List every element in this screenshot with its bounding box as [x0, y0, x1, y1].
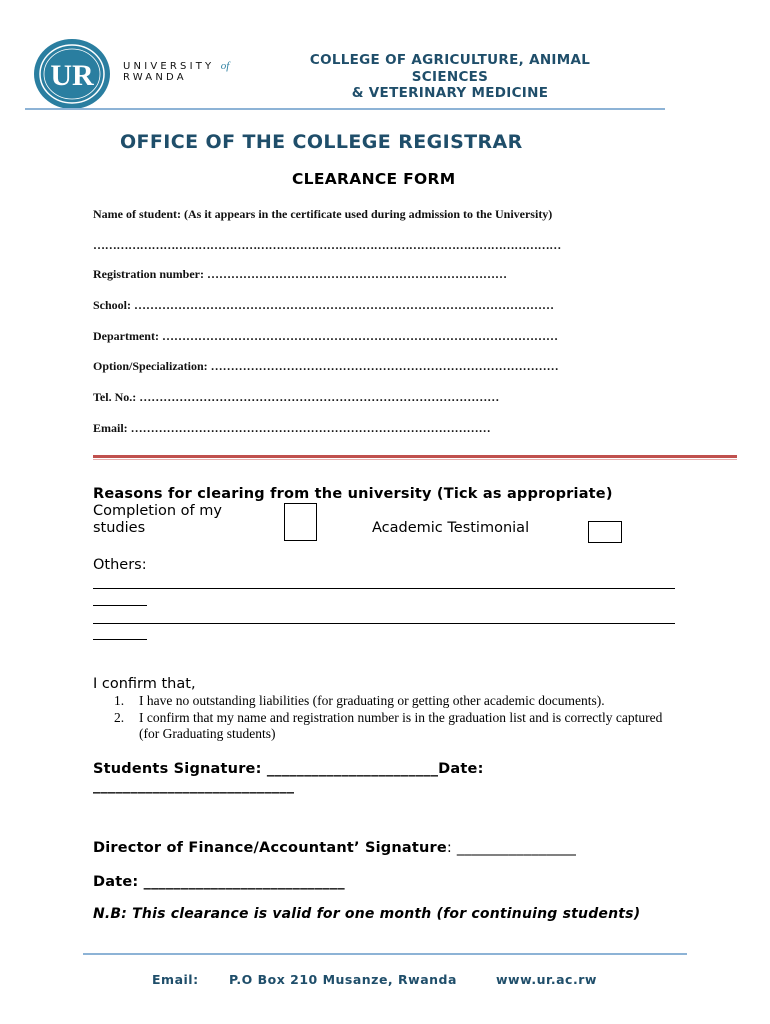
university-name-line1: UNIVERSITY of	[123, 60, 230, 72]
others-label: Others:	[93, 557, 147, 573]
header-divider	[25, 108, 665, 110]
student-name-field[interactable]: …………………………………………………………………………………………………………	[93, 238, 562, 252]
section-divider-shadow	[93, 459, 737, 460]
footer-address: P.O Box 210 Musanze, Rwanda	[229, 972, 457, 987]
completion-checkbox[interactable]	[284, 503, 317, 541]
others-line-1-end	[93, 605, 147, 606]
student-signature-line[interactable]: Students Signature: _______________________Date:	[93, 761, 484, 777]
list-item: 1. I have no outstanding liabilities (for graduating or getting other academic documents).	[114, 693, 605, 708]
registration-number-field[interactable]: Registration number: …………………………………………………………………	[93, 267, 507, 281]
logo-text: UR	[50, 59, 94, 92]
others-line-2-end	[93, 639, 147, 640]
completion-label: Completion of my studies	[93, 503, 222, 536]
validity-note: N.B: This clearance is valid for one month (for continuing students)	[93, 906, 641, 922]
academic-testimonial-label: Academic Testimonial	[372, 520, 530, 536]
school-field[interactable]: School: ……………………………………………………………………………………………	[93, 298, 555, 312]
confirm-intro: I confirm that,	[93, 676, 196, 692]
footer-website[interactable]: www.ur.ac.rw	[496, 972, 597, 987]
footer-divider	[83, 953, 687, 955]
reasons-heading: Reasons for clearing from the university (Tick as appropriate)	[93, 486, 613, 502]
department-field[interactable]: Department: ………………………………………………………………………………………	[93, 329, 558, 343]
others-line-2[interactable]	[93, 623, 675, 624]
office-title: OFFICE OF THE COLLEGE REGISTRAR	[120, 131, 523, 153]
college-name: COLLEGE OF AGRICULTURE, ANIMAL SCIENCES & VETERINARY MEDICINE	[309, 52, 591, 101]
student-name-label: Name of student: (As it appears in the certificate used during admission to the University)	[93, 207, 553, 221]
section-divider	[93, 455, 737, 458]
student-signature-date[interactable]: ___________________________	[93, 778, 295, 794]
option-specialization-field[interactable]: Option/Specialization: ……………………………………………………………………………	[93, 359, 559, 373]
confirm-list	[114, 693, 684, 743]
form-title: CLEARANCE FORM	[292, 170, 456, 188]
telephone-field[interactable]: Tel. No.: ………………………………………………………………………………	[93, 390, 500, 404]
university-logo	[33, 38, 111, 110]
footer-email: Email:	[152, 972, 199, 987]
list-item: 2. I confirm that my name and registration number is in the graduation list and is correctly captured (for Graduating students)	[114, 709, 663, 741]
university-name-line2: RWANDA	[123, 72, 187, 83]
others-line-1[interactable]	[93, 588, 675, 589]
director-date-line[interactable]: Date: ___________________________	[93, 874, 345, 890]
director-signature-line[interactable]: Director of Finance/Accountant’ Signature: ________________	[93, 840, 577, 856]
email-field[interactable]: Email: ………………………………………………………………………………	[93, 421, 491, 435]
academic-testimonial-checkbox[interactable]	[588, 521, 622, 543]
